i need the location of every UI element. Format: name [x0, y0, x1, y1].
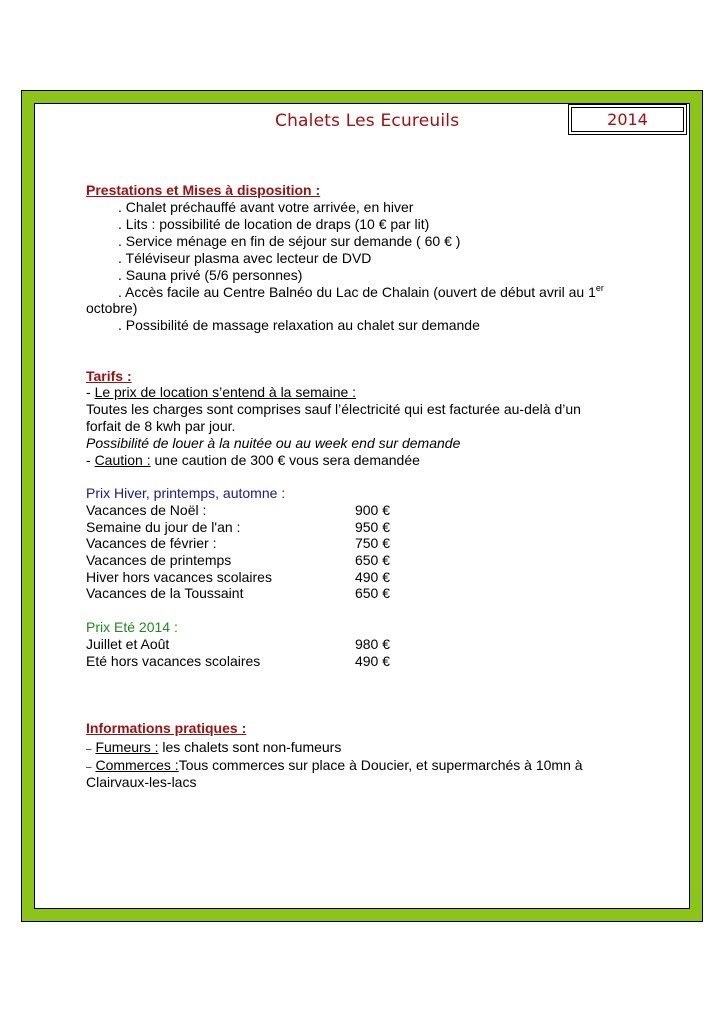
prestation-item: . Service ménage en fin de séjour sur demande ( 60 € ): [118, 233, 461, 249]
fumeurs-label: Fumeurs :: [95, 739, 159, 755]
prestation-item: . Sauna privé (5/6 personnes): [118, 267, 303, 283]
price-row-value: 490 €: [354, 653, 390, 669]
prestation-item: . Chalet préchauffé avant votre arrivée, en hiver: [118, 199, 414, 215]
prestation-item: . Possibilité de massage relaxation au chalet sur demande: [118, 317, 480, 333]
dash: -: [86, 452, 95, 468]
price-row-value: 650 €: [354, 552, 390, 568]
price-row-label: Semaine du jour de l'an :: [86, 519, 241, 535]
caution-line: [86, 452, 420, 469]
price-row-label: Hiver hors vacances scolaires: [86, 569, 272, 585]
commerces-label: Commerces :: [95, 757, 179, 773]
tarifs-line-4: Possibilité de louer à la nuitée ou au week end sur demande: [86, 435, 461, 451]
tarifs-week-label: Le prix de location s’entend à la semaine :: [94, 384, 357, 400]
prestation-item-continuation: octobre): [86, 300, 138, 316]
fumeurs-text: les chalets sont non-fumeurs: [158, 739, 342, 755]
price-row-value: 750 €: [354, 535, 390, 551]
dash: -: [86, 384, 95, 400]
tarifs-line-3: forfait de 8 kwh par jour.: [86, 418, 236, 434]
prix-hiver-heading: Prix Hiver, printemps, automne :: [86, 485, 286, 501]
price-row-value: 980 €: [354, 636, 390, 652]
price-row-label: Vacances de printemps: [86, 552, 232, 568]
prix-ete-heading: Prix Eté 2014 :: [86, 619, 178, 635]
infos-heading: Informations pratiques :: [86, 720, 247, 736]
caution-text: une caution de 300 € vous sera demandée: [150, 452, 420, 468]
commerces-line-2: Clairvaux-les-lacs: [86, 774, 197, 790]
dash: –: [86, 744, 92, 755]
price-row-label: Juillet et Août: [86, 636, 170, 652]
year-box: [568, 104, 687, 135]
fumeurs-line: [86, 739, 341, 758]
prestations-heading: Prestations et Mises à disposition :: [86, 182, 321, 198]
price-row-label: Eté hors vacances scolaires: [86, 653, 261, 669]
year-label: 2014: [607, 110, 648, 129]
price-row-label: Vacances de février :: [86, 535, 217, 551]
price-row-label: Vacances de Noël :: [86, 502, 207, 518]
price-row-label: Vacances de la Toussaint: [86, 585, 244, 601]
price-row-value: 490 €: [354, 569, 390, 585]
page-title: Chalets Les Ecureuils: [275, 111, 460, 131]
price-row-value: 950 €: [354, 519, 390, 535]
prestation-item-balneo: [118, 284, 604, 301]
caution-label: Caution :: [94, 452, 151, 468]
tarifs-line-2: Toutes les charges sont comprises sauf l’électricité qui est facturée au-delà d’un: [86, 401, 581, 417]
tarifs-line-1: [86, 384, 356, 401]
superscript: er: [595, 283, 604, 293]
prestation-item: . Téléviseur plasma avec lecteur de DVD: [118, 250, 372, 266]
price-row-value: 650 €: [354, 585, 390, 601]
commerces-text: Tous commerces sur place à Doucier, et supermarchés à 10mn à: [178, 757, 583, 773]
prestation-item-text: . Accès facile au Centre Balnéo du Lac de Chalain (ouvert de début avril au 1: [118, 284, 596, 300]
prestation-item: . Lits : possibilité de location de draps (10 € par lit): [118, 216, 430, 232]
dash: –: [86, 762, 92, 773]
tarifs-heading: Tarifs :: [86, 368, 132, 384]
price-row-value: 900 €: [354, 502, 390, 518]
